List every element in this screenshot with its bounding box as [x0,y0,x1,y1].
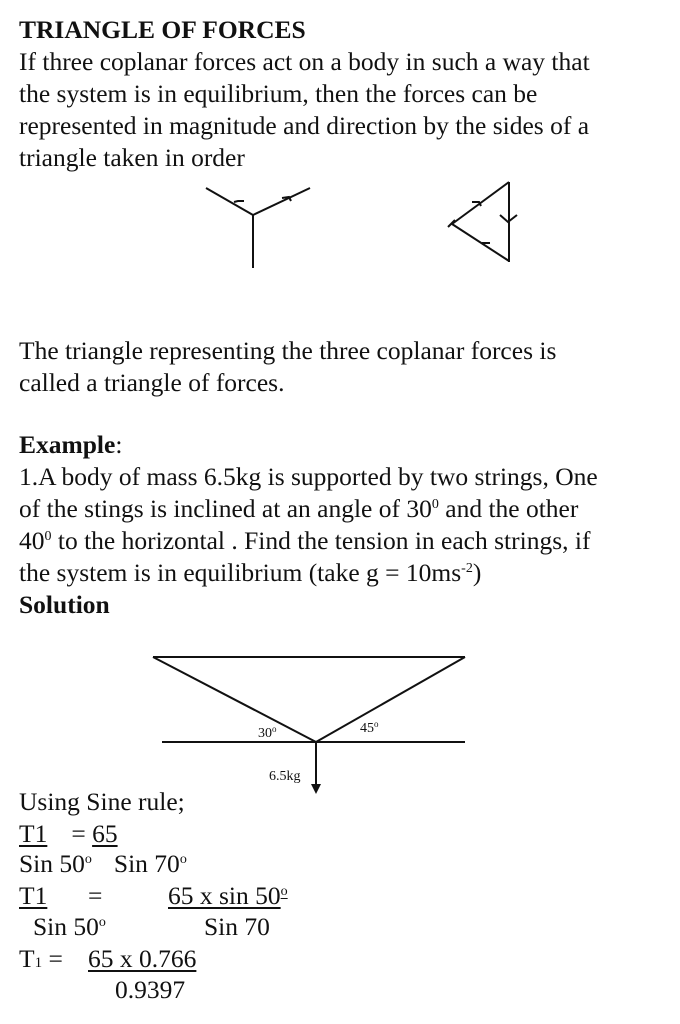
numerator: T1 [19,819,48,848]
example-line [19,525,590,557]
text: ) [472,558,482,587]
force-triangle-diagram [448,182,517,262]
example-heading [19,429,122,461]
numerator: 65 [92,819,118,848]
concurrent-forces-diagram [206,188,310,268]
sine-rule-eq1-numerators [19,818,118,850]
superscript: -2 [461,561,473,576]
example-heading-text: Example [19,430,116,459]
denominator: Sin 50 [33,912,99,941]
intro-line: represented in magnitude and direction by the sides of a [19,111,590,140]
text: 40 [19,526,45,555]
angle-label-left [258,726,277,742]
numerator: 65 x 0.766 [88,944,197,973]
equals: = [88,881,103,910]
denominator: Sin 50 [19,849,85,878]
solution-diagram [153,657,465,794]
example-line [19,557,481,589]
definition-line: The triangle representing the three coplanar forces is [19,336,557,365]
superscript: 0 [431,497,439,512]
degree: o [98,915,106,930]
intro-line: If three coplanar forces act on a body in such a way that [19,47,590,76]
sine-rule-eq2-numerators [19,880,47,912]
t1-denominator: 0.9397 [115,975,186,1004]
t1-numerator [88,943,196,975]
mass-label: 6.5kg [269,769,301,784]
variable: T [19,944,35,973]
text: of the stings is inclined at an angle of 30 [19,494,432,523]
superscript: 0 [44,529,52,544]
equals: = [71,819,93,848]
example-heading-colon: : [115,430,123,459]
degree: o [84,852,92,867]
text: and the other [438,494,579,523]
page-title: TRIANGLE OF FORCES [19,15,306,44]
working-intro: Using Sine rule; [19,787,185,816]
weight-arrow-icon [311,784,321,794]
denominator: Sin 70 [113,849,180,878]
angle-label-right [360,721,379,737]
definition-line: called a triangle of forces. [19,368,285,397]
intro-line: triangle taken in order [19,143,245,172]
text: 30 [258,726,272,741]
numerator: T1 [19,881,48,910]
degree: o [179,852,187,867]
t1-expression [19,943,63,975]
sine-rule-eq2-lhs-denominator [33,911,106,943]
sine-rule-eq2-rhs-denominator: Sin 70 [204,912,270,941]
sine-rule-eq2-rhs-numerator [168,880,288,912]
example-line [19,493,578,525]
degree: o [272,724,277,734]
degree: o [374,719,379,729]
intro-line: the system is in equilibrium, then the forces can be [19,79,538,108]
equals: = [42,944,63,973]
text: 45 [360,721,374,736]
subscript: 1 [34,955,43,971]
text: to the horizontal . Find the tension in each strings, if [51,526,591,555]
degree: o [280,884,288,899]
example-line: 1.A body of mass 6.5kg is supported by two strings, One [19,462,598,491]
text: the system is in equilibrium (take g = 10ms [19,558,462,587]
numerator: 65 x sin 50 [168,881,281,910]
solution-heading: Solution [19,590,110,619]
sine-rule-eq1-denominators [19,848,187,880]
